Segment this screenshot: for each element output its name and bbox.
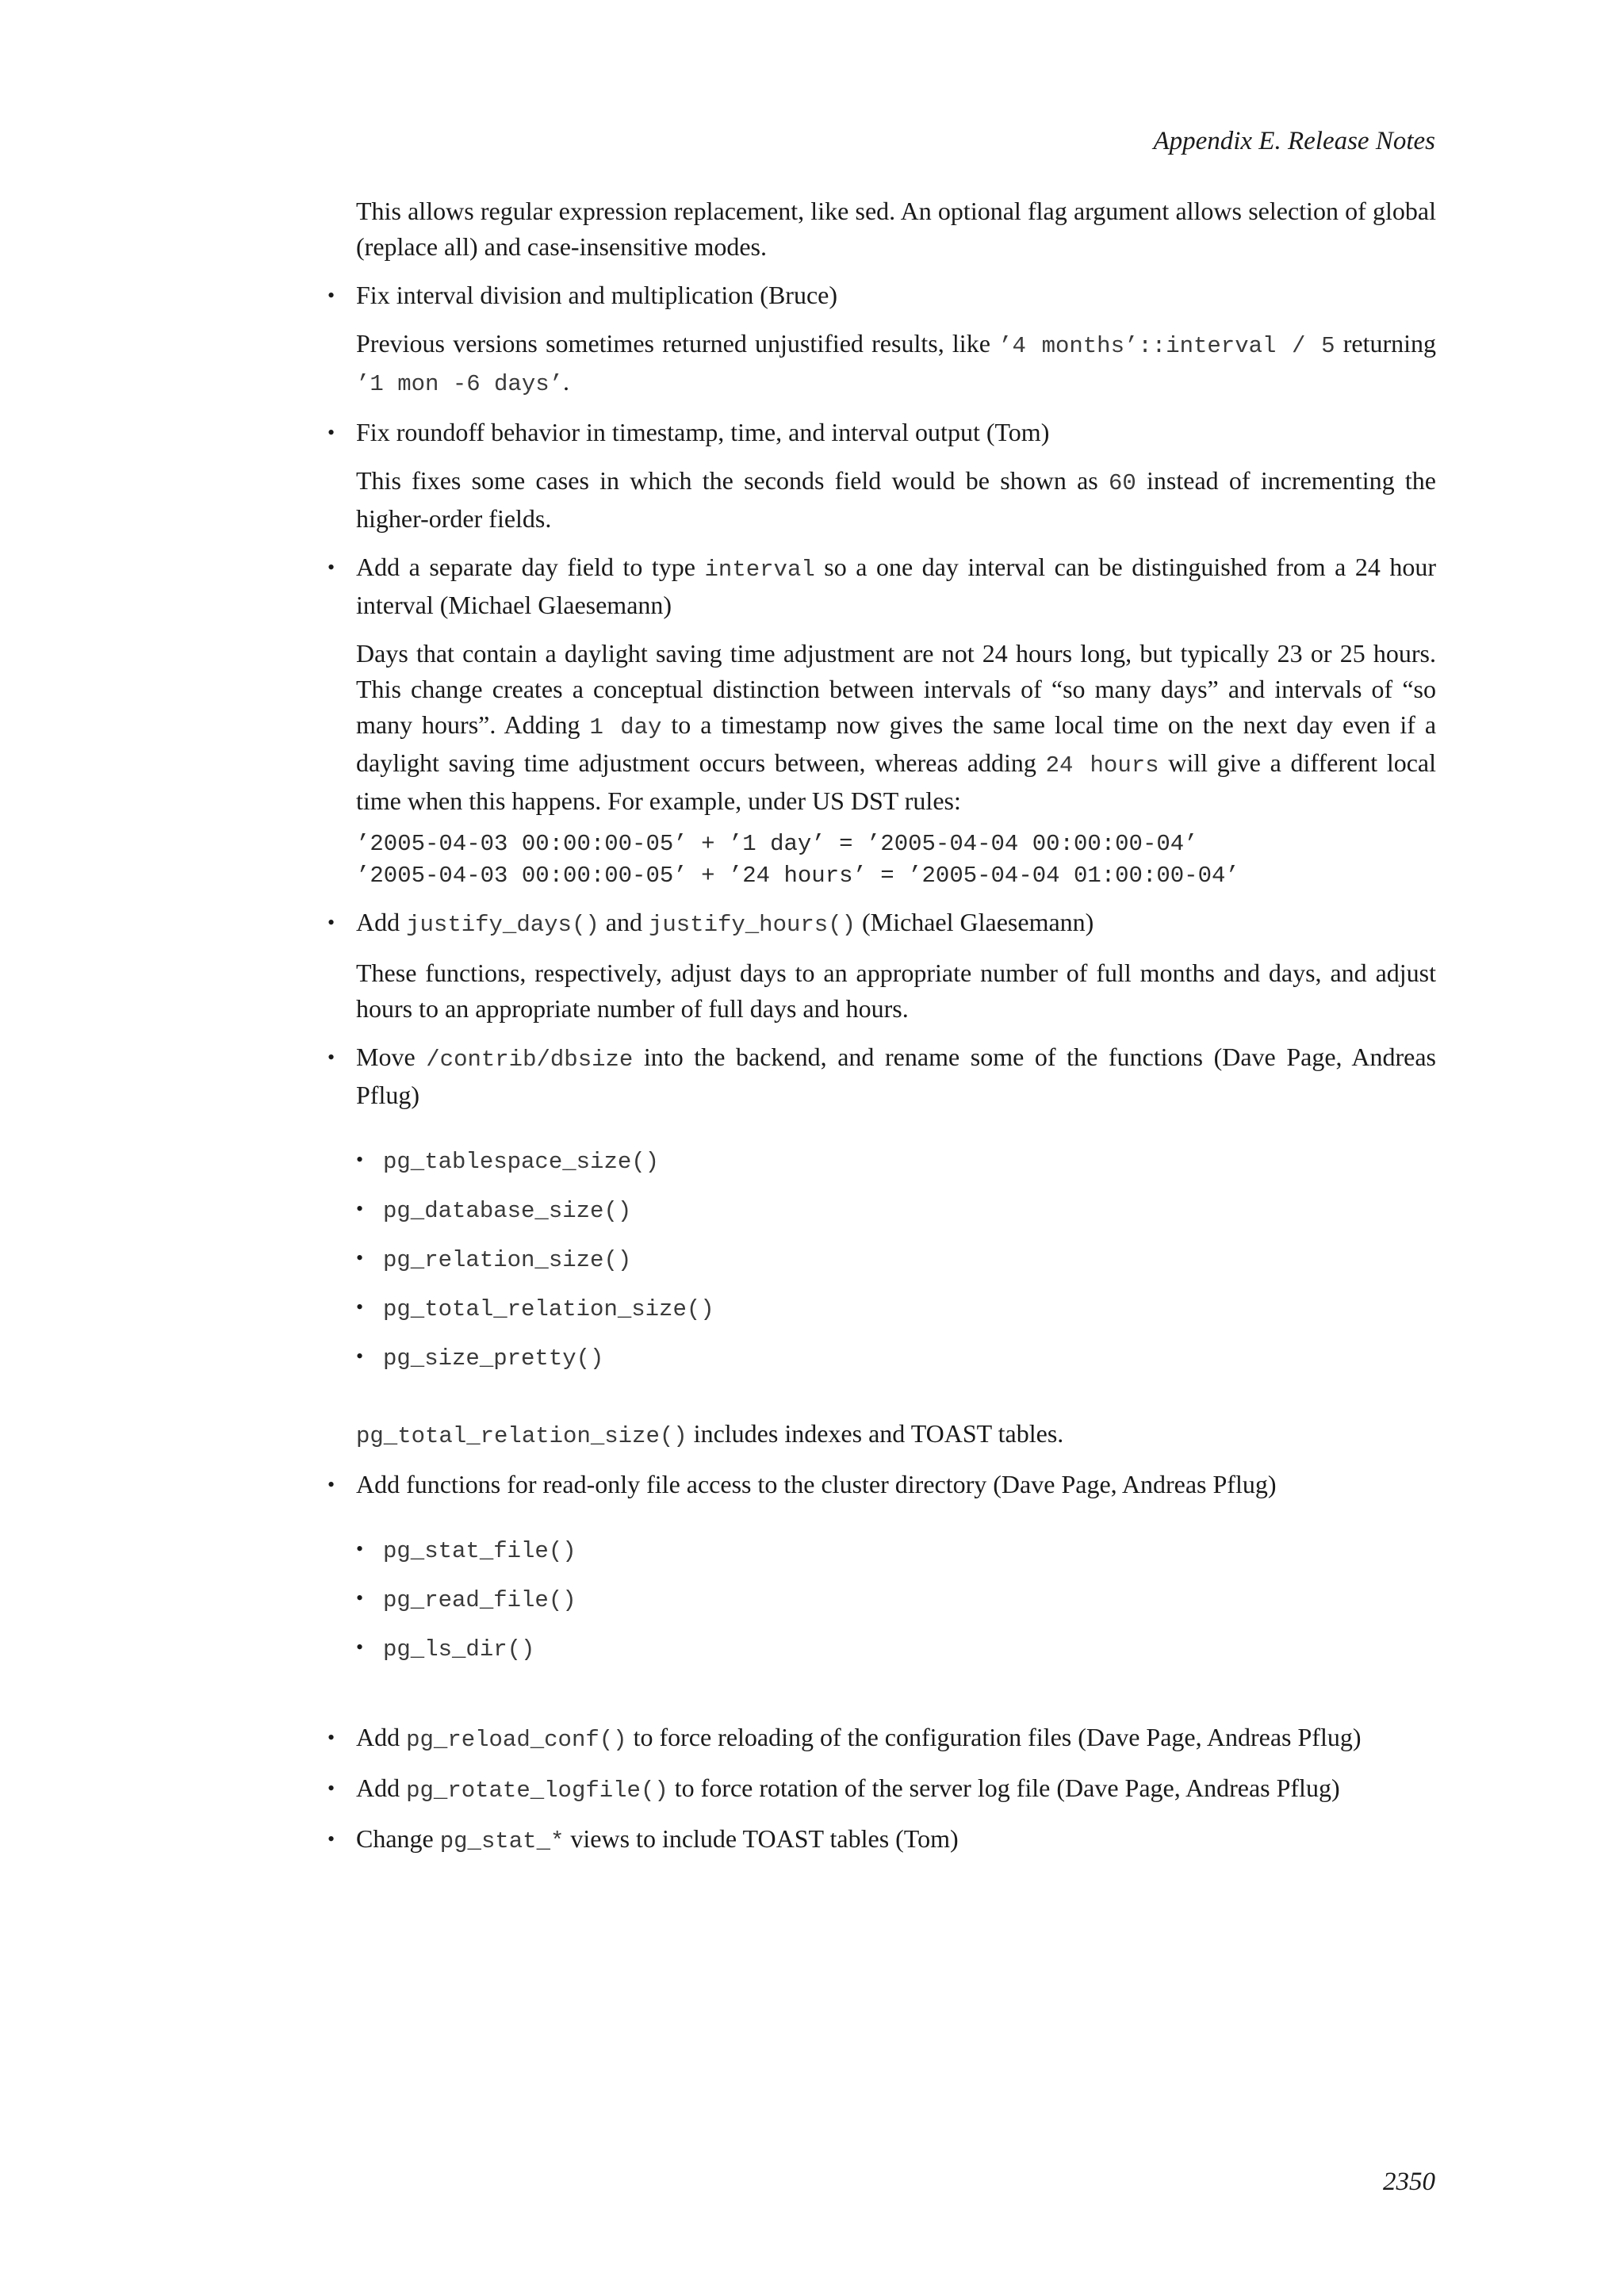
inline-code: ’4 months’::interval / 5: [998, 333, 1335, 359]
item-title: [356, 549, 1436, 623]
desc-text: returning: [1335, 329, 1437, 358]
list-item: [356, 1338, 1436, 1387]
item-description: [356, 326, 1436, 402]
title-text: (Michael Glaesemann): [856, 908, 1094, 936]
title-text: to force rotation of the server log file (Dave Page, Andreas Pflug): [668, 1774, 1340, 1802]
inline-code: ’1 mon -6 days’: [356, 371, 564, 397]
list-item: [356, 1289, 1436, 1338]
inline-code: pg_stat_*: [439, 1828, 565, 1854]
list-item-stat-views: [356, 1821, 1436, 1859]
inline-code: 60: [1108, 470, 1136, 496]
intro-paragraph: This allows regular expression replacement, like sed. An optional flag argument allows selection of global (replace all) and case-insensitive modes.: [356, 197, 1436, 261]
item-description: [356, 636, 1436, 819]
item-title: • Fix interval division and multiplication (Bruce): [356, 281, 837, 309]
function-name: pg_database_size(): [383, 1198, 632, 1224]
code-line: ’2005-04-03 00:00:00-05’ + ’24 hours’ = ’2005-04-04 01:00:00-04’: [356, 863, 1239, 889]
inline-code: pg_reload_conf(): [406, 1727, 627, 1753]
code-example: [356, 828, 1436, 892]
title-text: Add: [356, 908, 407, 936]
function-name: pg_read_file(): [383, 1587, 576, 1613]
item-description: These functions, respectively, adjust days to an appropriate number of full months and days, and adjust hours to an appropriate number of full days and hours.: [356, 959, 1436, 1023]
title-text: Add: [356, 1774, 407, 1802]
running-header: Appendix E. Release Notes: [1153, 127, 1435, 155]
function-name: pg_relation_size(): [383, 1247, 632, 1273]
list-item-roundoff: [356, 415, 1436, 450]
list-item-interval-division: [356, 277, 1436, 313]
item-title: [356, 905, 1436, 943]
desc-text: Days that contain a daylight saving time adjustment are not 24 hours long, but typically 23 or 25 hours. This change creates a conceptual distinction between intervals of “so many days” and intervals of “so many hours”. Adding: [356, 639, 1436, 739]
function-name: pg_ls_dir(): [383, 1636, 535, 1663]
list-item-rotate-logfile: [356, 1770, 1436, 1808]
function-name: pg_tablespace_size(): [383, 1149, 660, 1175]
note-text: includes indexes and TOAST tables.: [687, 1419, 1064, 1448]
title-text: so a one day interval can be distinguished from a 24 hour interval (Michael Glaesemann): [356, 553, 1437, 619]
inline-code: 1 day: [589, 714, 662, 740]
list-item: [356, 1531, 1436, 1580]
title-text: Add: [356, 1723, 407, 1751]
title-text: Move: [356, 1043, 427, 1071]
code-line: ’2005-04-03 00:00:00-05’ + ’1 day’ = ’2005-04-04 00:00:00-04’: [356, 831, 1198, 857]
function-name: pg_total_relation_size(): [383, 1296, 714, 1322]
title-text: views to include TOAST tables (Tom): [564, 1824, 959, 1853]
item-title: [356, 1039, 1436, 1113]
inline-code: justify_hours(): [648, 912, 856, 938]
title-text: and: [599, 908, 649, 936]
desc-text: .: [563, 367, 570, 396]
item-title: [356, 1821, 1436, 1859]
list-item-file-access: [356, 1467, 1436, 1502]
list-item: [356, 1142, 1436, 1191]
spacer: [356, 1678, 1436, 1707]
item-title: • Add functions for read-only file access to the cluster directory (Dave Page, Andreas Pflug): [356, 1470, 1277, 1498]
list-item: [356, 1240, 1436, 1289]
item-title: [356, 1720, 1436, 1758]
page-number: 2350: [1383, 2168, 1435, 2196]
list-item-justify: [356, 905, 1436, 943]
inline-code: justify_days(): [406, 912, 599, 938]
release-notes-content: [356, 193, 1436, 1859]
item-title: [356, 1770, 1436, 1808]
desc-text: This fixes some cases in which the seconds field would be shown as: [356, 466, 1109, 495]
inline-code: pg_total_relation_size(): [356, 1423, 688, 1449]
desc-text: instead of incrementing the higher-order fields.: [356, 466, 1436, 533]
inline-code: /contrib/dbsize: [426, 1047, 634, 1073]
desc-text: will give a different local time when this happens. For example, under US DST rules:: [356, 748, 1437, 815]
desc-text: Previous versions sometimes returned unjustified results, like: [356, 329, 999, 358]
list-item-dbsize: [356, 1039, 1436, 1113]
list-item-day-field: [356, 549, 1436, 623]
item-note: [356, 1416, 1436, 1454]
list-item: [356, 1580, 1436, 1629]
function-name: pg_stat_file(): [383, 1538, 576, 1564]
title-text: Change: [356, 1824, 440, 1853]
function-list: [356, 1142, 1436, 1387]
title-text: to force reloading of the configuration files (Dave Page, Andreas Pflug): [626, 1723, 1362, 1751]
title-text: Add a separate day field to type: [356, 553, 705, 581]
function-name: pg_size_pretty(): [383, 1345, 604, 1372]
title-text: into the backend, and rename some of the functions (Dave Page, Andreas Pflug): [356, 1043, 1437, 1109]
inline-code: 24 hours: [1045, 752, 1159, 779]
inline-code: pg_rotate_logfile(): [406, 1777, 668, 1804]
item-description: [356, 463, 1436, 537]
desc-text: to a timestamp now gives the same local time on the next day even if a daylight saving time adjustment occurs between, whereas adding: [356, 710, 1437, 777]
list-item: [356, 1629, 1436, 1678]
list-item: [356, 1191, 1436, 1240]
inline-code: interval: [704, 557, 815, 583]
item-title: • Fix roundoff behavior in timestamp, time, and interval output (Tom): [356, 418, 1050, 446]
list-item-reload-conf: [356, 1720, 1436, 1758]
function-list: [356, 1531, 1436, 1678]
